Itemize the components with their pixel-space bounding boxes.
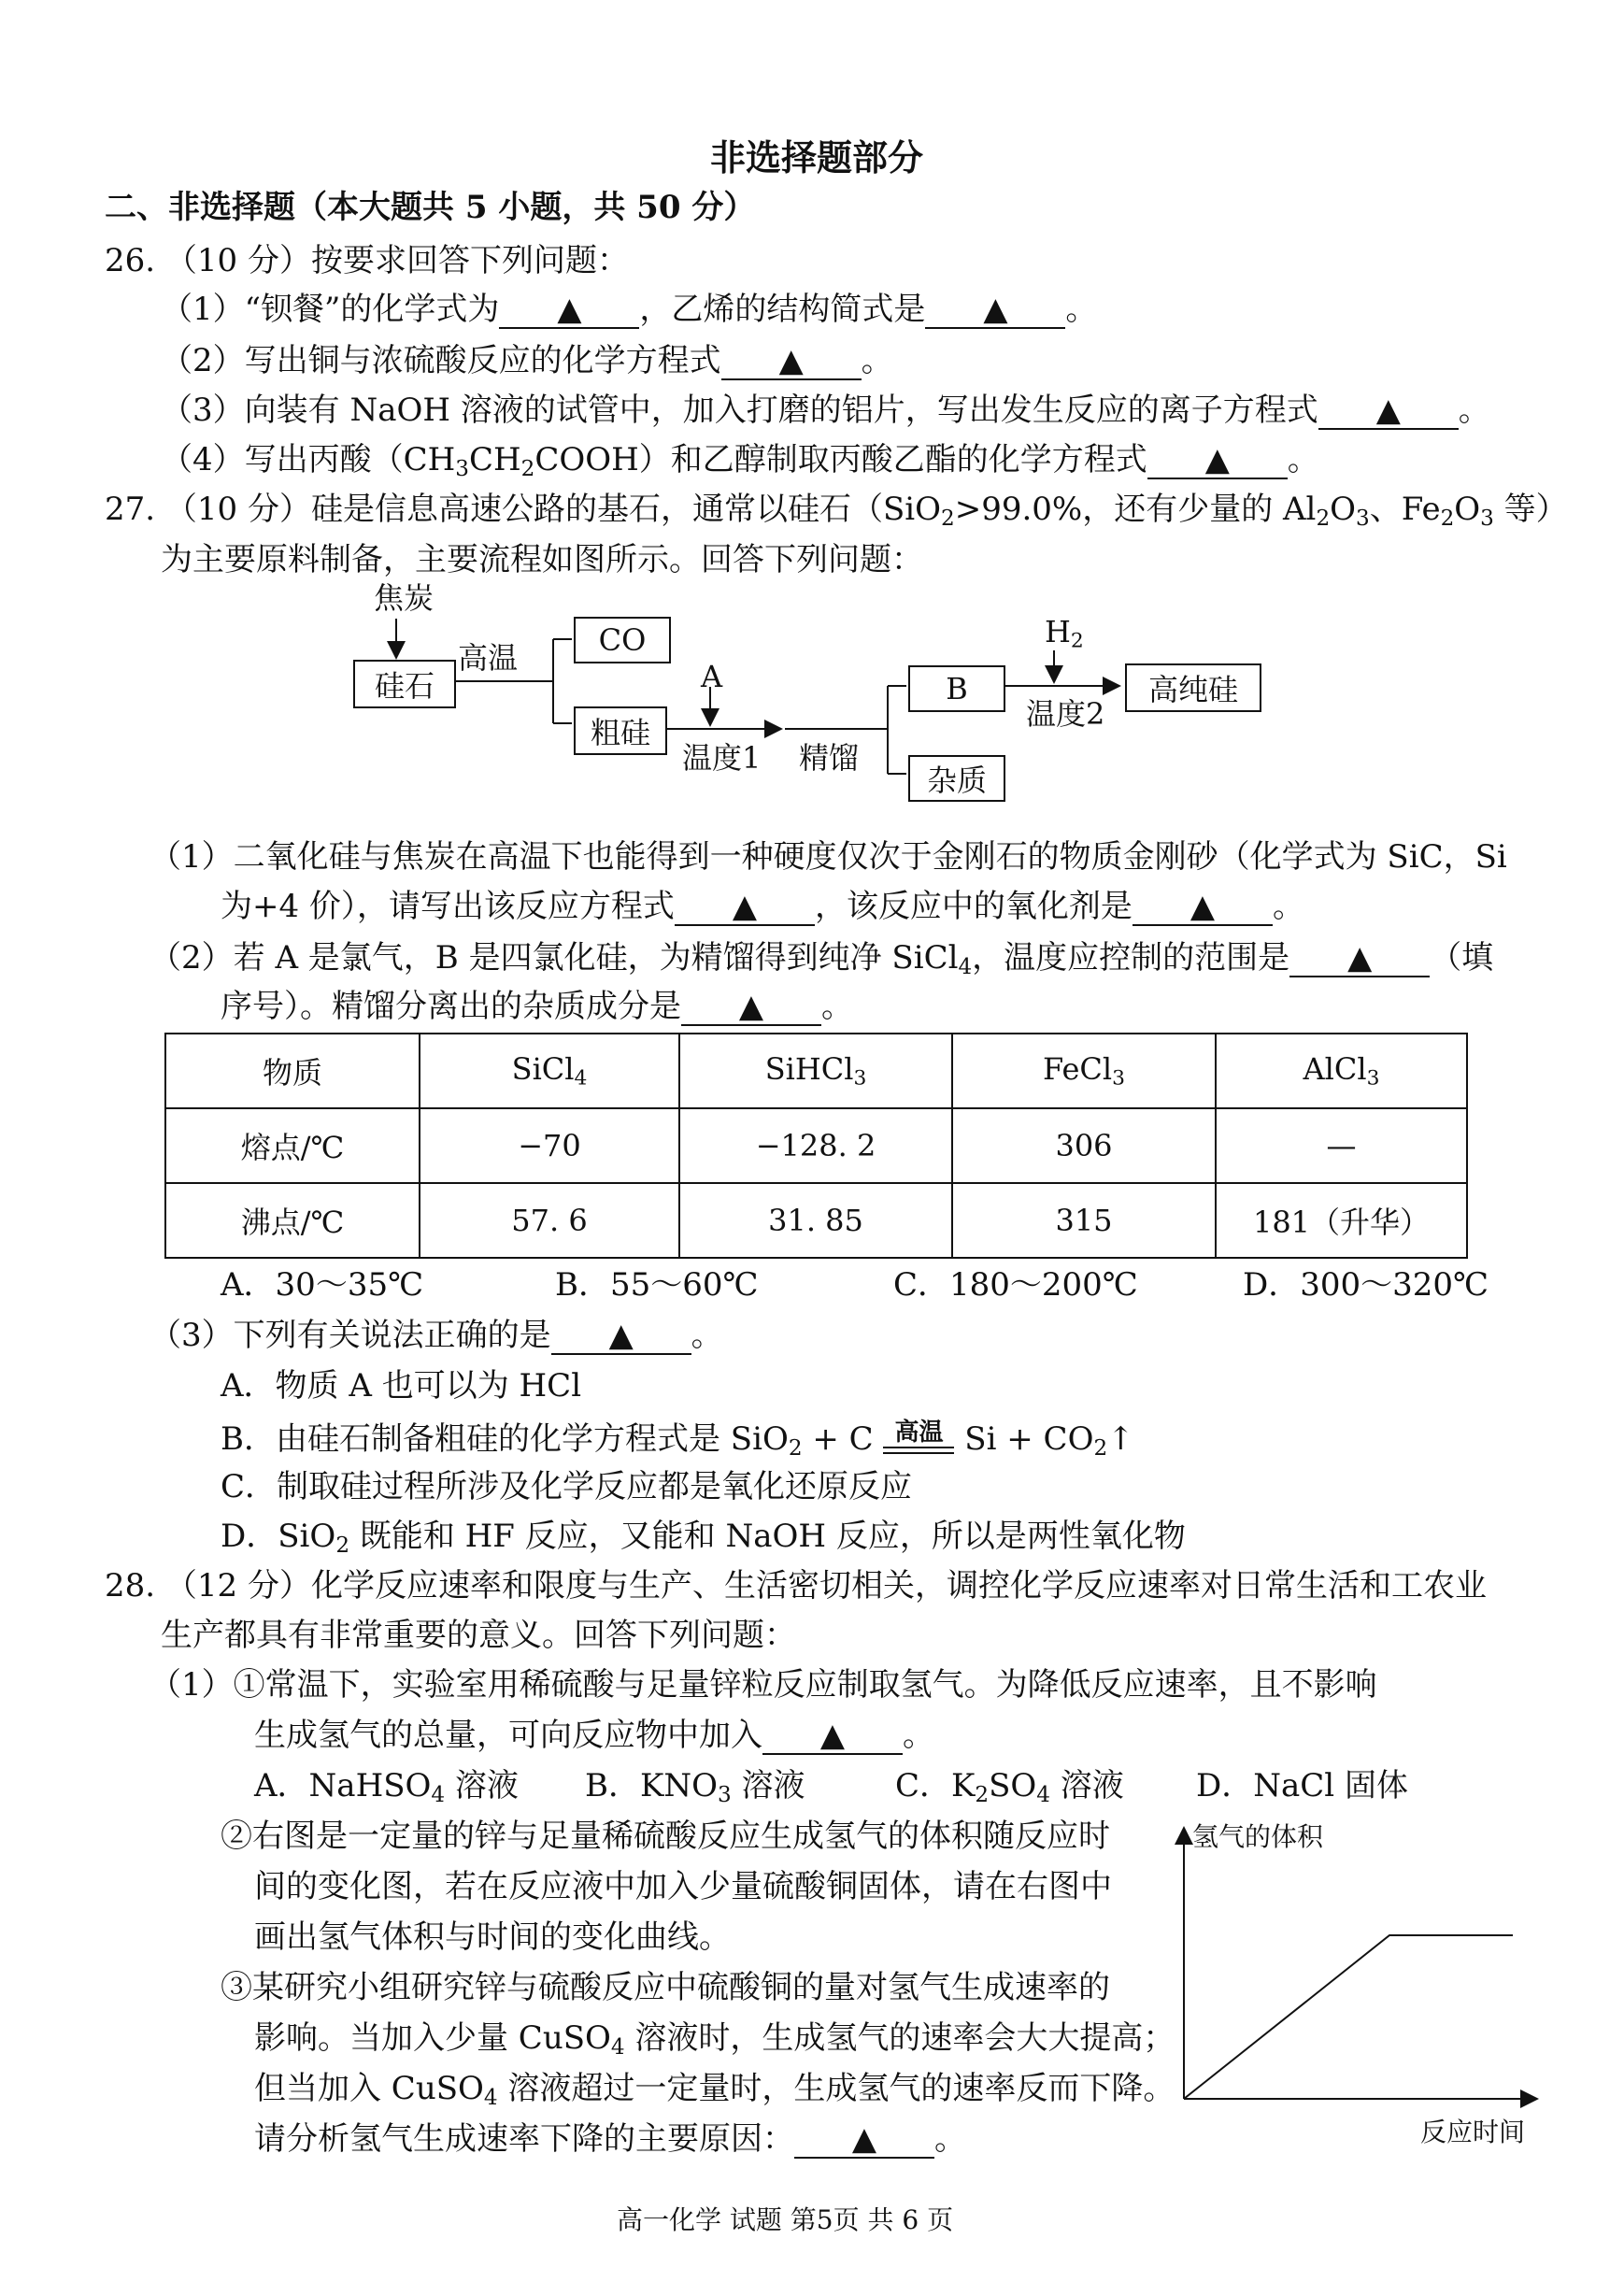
q28-option-c[interactable]: C．$K_2SO_4$ 溶液 — [895, 1767, 1124, 1807]
table-cell: 沸点/℃ — [165, 1183, 420, 1258]
answer-blank[interactable]: ▲ — [675, 891, 815, 926]
q28-sub2-line3: 画出氢气体积与时间的变化曲线。 — [254, 1918, 731, 1956]
q28-sub3-line4: 请分析氢气生成速率下降的主要原因： ▲ 。 — [254, 2120, 966, 2158]
table-cell: 181（升华） — [1216, 1183, 1467, 1258]
page-heading: 非选择题部分 — [710, 136, 924, 178]
table-cell: −128. 2 — [679, 1108, 952, 1183]
flow-box-b: B — [908, 665, 1005, 712]
flow-label-temp1: 温度1 — [682, 740, 762, 776]
q26-stem: 26. （10 分）按要求回答下列问题： — [105, 242, 629, 279]
table-header-cell: FeCl$_3$ — [952, 1034, 1216, 1108]
table-row — [165, 1108, 1467, 1183]
q27-stem-line2: 为主要原料制备，主要流程如图所示。回答下列问题： — [161, 541, 923, 578]
table-row — [165, 1183, 1467, 1258]
reaction-condition: 高温 — [883, 1420, 954, 1454]
q28-stem-line1: 28. （12 分）化学反应速率和限度与生产、生活密切相关，调控化学反应速率对日常生活和工农业 — [105, 1567, 1487, 1604]
flow-label-h2: $H_2$ — [1045, 614, 1084, 653]
q28-option-b[interactable]: B．$KNO_3$ 溶液 — [585, 1767, 805, 1807]
section-title: 二、非选择题（本大题共 5 小题，共 50 分） — [105, 189, 756, 226]
q26-part2: （2）写出铜与浓硫酸反应的化学方程式 ▲ 。 — [161, 342, 893, 379]
flow-box-pure-si: 高纯硅 — [1125, 663, 1261, 712]
q26-part3: （3）向装有 NaOH 溶液的试管中，加入打磨的铝片，写出发生反应的离子方程式 ▲ 。 — [161, 392, 1490, 429]
properties-table — [164, 1033, 1468, 1259]
graph-y-label: 氢气的体积 — [1192, 1821, 1324, 1852]
q27-part2-option-b[interactable]: B．55～60℃ — [555, 1266, 759, 1304]
answer-blank[interactable]: ▲ — [794, 2123, 934, 2159]
q27-part2-option-d[interactable]: D．300～320℃ — [1243, 1266, 1489, 1304]
q27-stem-line1: 27. （10 分）硅是信息高速公路的基石，通常以硅石（SiO$_2$>99.0%，还有少量的 $Al_2O_3$、$Fe_2O_3$ 等） — [105, 491, 1568, 531]
q28-sub3-line3: 但当加入 CuSO$_4$ 溶液超过一定量时，生成氢气的速率反而下降。 — [254, 2070, 1175, 2110]
q27-part2-line2: 序号）。精馏分离出的杂质成分是 ▲ 。 — [221, 988, 853, 1025]
answer-blank[interactable]: ▲ — [499, 293, 639, 329]
answer-blank[interactable]: ▲ — [762, 1719, 903, 1755]
flow-box-co: CO — [574, 617, 671, 663]
q28-sub3-line1: ③某研究小组研究锌与硫酸反应中硫酸铜的量对氢气生成速率的 — [221, 1969, 1110, 2006]
q27-part3-option-b[interactable]: B．由硅石制备粗硅的化学方程式是 SiO$_2$ + C 高温 $Si + CO_2↑$ — [221, 1419, 1134, 1461]
answer-blank[interactable]: ▲ — [681, 991, 821, 1026]
table-cell: 31. 85 — [679, 1183, 952, 1258]
flow-label-a: A — [701, 659, 723, 694]
q26-part4: （4）写出丙酸$(CH_3CH_2COOH)$和乙醇制取丙酸乙酯的化学方程式 ▲ 。 — [161, 441, 1319, 481]
q28-part1-line1: （1）①常温下，实验室用稀硫酸与足量锌粒反应制取氢气。为降低反应速率，且不影响 — [150, 1666, 1377, 1704]
table-cell: −70 — [420, 1108, 679, 1183]
answer-blank[interactable]: ▲ — [925, 293, 1065, 329]
q28-sub2-line1: ②右图是一定量的锌与足量稀硫酸反应生成氢气的体积随反应时 — [221, 1818, 1110, 1855]
flow-label-temp2: 温度2 — [1026, 696, 1105, 732]
answer-blank[interactable]: ▲ — [551, 1319, 691, 1355]
table-cell: 熔点/℃ — [165, 1108, 420, 1183]
answer-blank[interactable]: ▲ — [1318, 394, 1459, 430]
q27-part2-line1: （2）若 A 是氯气，B 是四氯化硅，为精馏得到纯净 SiCl$_4$，温度应控制的范围是 ▲ （填 — [150, 939, 1494, 979]
answer-blank[interactable]: ▲ — [1289, 942, 1430, 977]
flow-label-distill: 精馏 — [799, 740, 860, 776]
table-header-cell: AlCl$_3$ — [1216, 1034, 1467, 1108]
table-cell: — — [1216, 1108, 1467, 1183]
page-footer: 高一化学 试题 第5页 共 6 页 — [617, 2204, 954, 2235]
flow-box-crude-si: 粗硅 — [574, 706, 667, 755]
table-header-cell: SiCl$_4$ — [420, 1034, 679, 1108]
q28-option-d[interactable]: D．NaCl 固体 — [1196, 1767, 1408, 1804]
q27-part3-stem: （3）下列有关说法正确的是 ▲ 。 — [150, 1317, 723, 1354]
answer-blank[interactable]: ▲ — [1147, 444, 1288, 479]
table-row — [165, 1034, 1467, 1108]
flow-box-silica: 硅石 — [353, 660, 456, 708]
graph-x-label: 反应时间 — [1420, 2117, 1526, 2147]
flow-label-high-temp: 高温 — [458, 640, 519, 676]
flow-label-coke: 焦炭 — [374, 580, 434, 616]
q28-stem-line2: 生产都具有非常重要的意义。回答下列问题： — [161, 1617, 796, 1654]
q28-option-a[interactable]: A．NaHSO$_4$ 溶液 — [254, 1767, 519, 1807]
graph-series-line — [1184, 1935, 1513, 2099]
table-cell: 57. 6 — [420, 1183, 679, 1258]
q27-part1-line2: 为+4 价），请写出该反应方程式 ▲ ，该反应中的氧化剂是 ▲ 。 — [221, 888, 1304, 925]
q28-sub2-line2: 间的变化图，若在反应液中加入少量硫酸铜固体，请在右图中 — [254, 1868, 1112, 1905]
q28-sub3-line2: 影响。当加入少量 CuSO$_4$ 溶液时，生成氢气的速率会大大提高； — [254, 2019, 1175, 2060]
q27-part2-option-c[interactable]: C．180～200℃ — [893, 1266, 1138, 1304]
flow-box-impurity: 杂质 — [908, 755, 1005, 802]
q26-part1: （1）“钡餐”的化学式为 ▲ ，乙烯的结构简式是 ▲ 。 — [161, 291, 1098, 328]
table-cell: 306 — [952, 1108, 1216, 1183]
table-cell: 315 — [952, 1183, 1216, 1258]
hydrogen-volume-graph[interactable] — [1159, 1811, 1551, 2157]
q27-part3-option-d[interactable]: D．SiO$_2$ 既能和 HF 反应，又能和 NaOH 反应，所以是两性氧化物 — [221, 1518, 1186, 1558]
table-header-cell: SiHCl$_3$ — [679, 1034, 952, 1108]
q27-part1-line1: （1）二氧化硅与焦炭在高温下也能得到一种硬度仅次于金刚石的物质金刚砂（化学式为 SiC，Si — [150, 838, 1507, 876]
answer-blank[interactable]: ▲ — [721, 345, 862, 380]
q27-part3-option-a[interactable]: A．物质 A 也可以为 HCl — [221, 1367, 582, 1405]
q27-part2-option-a[interactable]: A．30～35℃ — [221, 1266, 424, 1304]
answer-blank[interactable]: ▲ — [1133, 891, 1273, 926]
table-header-cell: 物质 — [165, 1034, 420, 1108]
q27-part3-option-c[interactable]: C．制取硅过程所涉及化学反应都是氧化还原反应 — [221, 1468, 913, 1505]
q28-part1-line2: 生成氢气的总量，可向反应物中加入 ▲ 。 — [254, 1717, 934, 1754]
graph-svg — [1159, 1811, 1551, 2157]
